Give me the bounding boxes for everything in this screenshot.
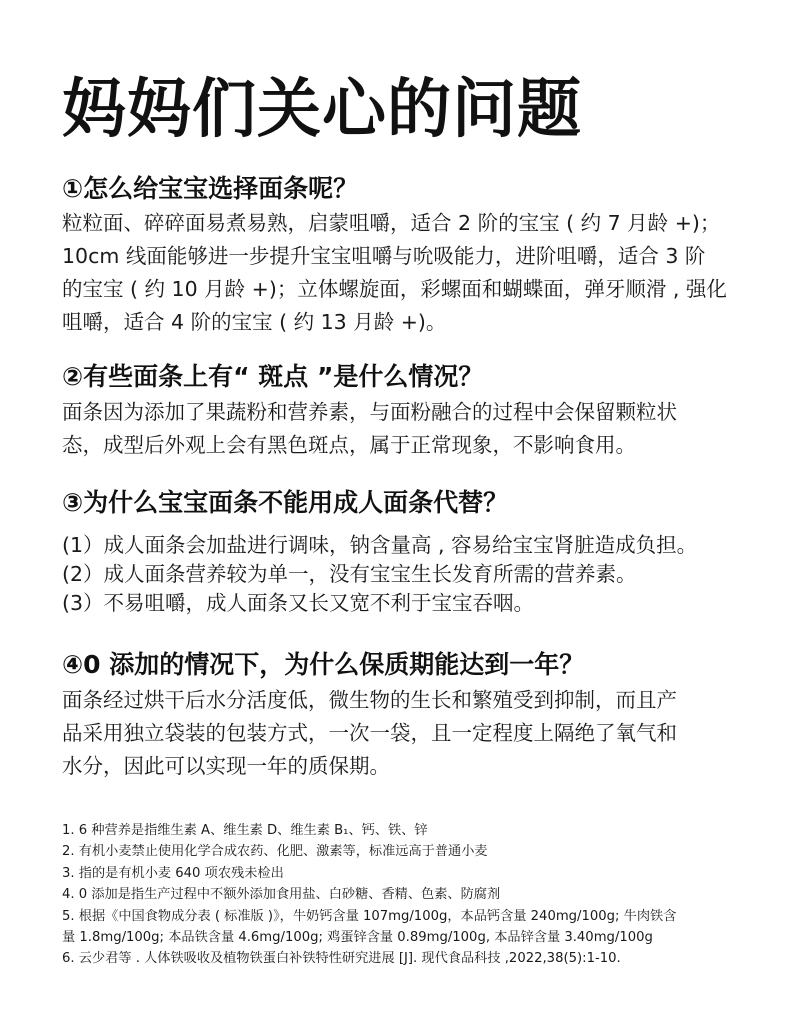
faq-answer-2 bbox=[62, 396, 742, 462]
footnotes bbox=[62, 820, 742, 970]
faq-answer-4 bbox=[62, 684, 742, 783]
page-title: 妈妈们关心的问题 bbox=[62, 73, 582, 147]
answer-line: 水分，因此可以实现一年的质保期。 bbox=[62, 754, 390, 778]
footnote: 1. 6 种营养是指维生素 A、维生素 D、维生素 B₁、钙、铁、锌 bbox=[62, 823, 428, 838]
answer-line: 品采用独立袋装的包装方式，一次一袋，且一定程度上隔绝了氧气和 bbox=[62, 721, 677, 745]
answer-line: 的宝宝 ( 约 10 月龄 +)；立体螺旋面，彩螺面和蝴蝶面，弹牙顺滑 , 强化 bbox=[62, 277, 727, 301]
footnote: 量 1.8mg/100g; 本品铁含量 4.6mg/100g; 鸡蛋锌含量 0.89mg/100g, 本品锌含量 3.40mg/100g bbox=[62, 930, 653, 946]
answer-line: 咀嚼，适合 4 阶的宝宝 ( 约 13 月龄 +)。 bbox=[62, 310, 447, 334]
answer-line: (2）成人面条营养较为单一，没有宝宝生长发育所需的营养素。 bbox=[62, 562, 637, 586]
faq-answer-1 bbox=[62, 207, 742, 339]
answer-line: 面条经过烘干后水分活度低，微生物的生长和繁殖受到抑制，而且产 bbox=[62, 688, 677, 712]
faq-question-3: ③为什么宝宝面条不能用成人面条代替？ bbox=[62, 488, 509, 517]
footnote: 2. 有机小麦禁止使用化学合成农药、化肥、激素等，标准远高于普通小麦 bbox=[62, 844, 488, 860]
answer-line: (3）不易咀嚼，成人面条又长又宽不利于宝宝吞咽。 bbox=[62, 591, 535, 615]
answer-line: (1）成人面条会加盐进行调味，钠含量高 , 容易给宝宝肾脏造成负担。 bbox=[62, 533, 698, 557]
footnote: 4. 0 添加是指生产过程中不额外添加食用盐、白砂糖、香精、色素、防腐剂 bbox=[62, 887, 501, 903]
footnote: 6. 云少君等 . 人体铁吸收及植物铁蛋白补铁特性研究进展 [J]. 现代食品科技 ,2022,38(5):1-10. bbox=[62, 951, 621, 967]
footnote: 5. 根据《中国食物成分表 ( 标准版 )》，牛奶钙含量 107mg/100g，本品钙含量 240mg/100g; 牛肉铁含 bbox=[62, 908, 677, 924]
answer-line: 态，成型后外观上会有黑色斑点，属于正常现象，不影响食用。 bbox=[62, 433, 636, 457]
faq-question-1: ①怎么给宝宝选择面条呢？ bbox=[62, 174, 359, 203]
answer-line: 10cm 线面能够进一步提升宝宝咀嚼与吮吸能力，进阶咀嚼，适合 3 阶 bbox=[62, 244, 706, 268]
faq-question-4: ④0 添加的情况下，为什么保质期能达到一年？ bbox=[62, 650, 585, 679]
faq-question-2: ②有些面条上有“ 斑点 ”是什么情况？ bbox=[62, 362, 484, 391]
answer-line: 粒粒面、碎碎面易煮易熟，启蒙咀嚼，适合 2 阶的宝宝 ( 约 7 月龄 +)； bbox=[62, 211, 721, 235]
answer-line: 面条因为添加了果蔬粉和营养素，与面粉融合的过程中会保留颗粒状 bbox=[62, 400, 677, 424]
faq-answer-3 bbox=[62, 531, 742, 618]
footnote: 3. 指的是有机小麦 640 项农残未检出 bbox=[62, 865, 284, 881]
